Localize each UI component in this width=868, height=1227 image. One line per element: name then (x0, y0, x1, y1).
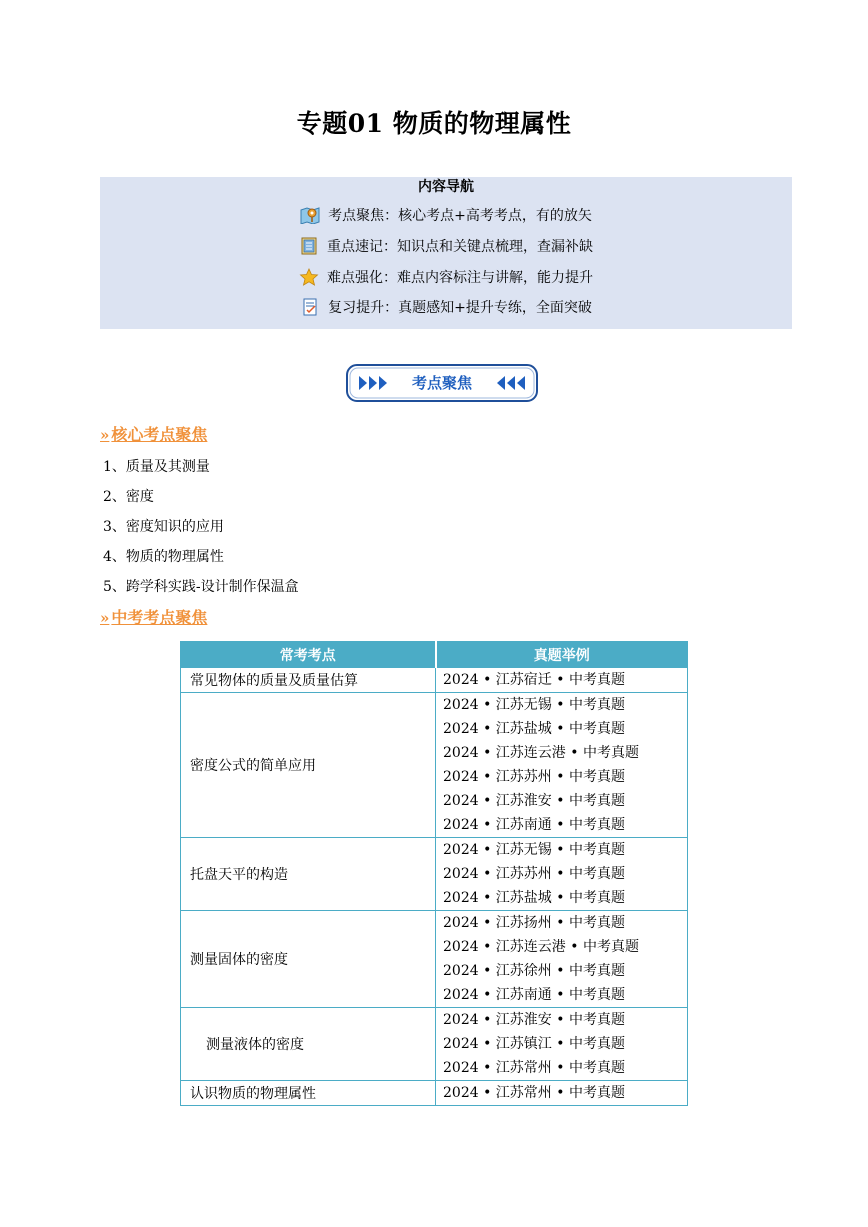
example-item: 2024 • 江苏常州 • 中考真题 (443, 1085, 625, 1101)
list-item: 5、跨学科实践-设计制作保温盒 (103, 579, 299, 595)
nav-row-text: 考点聚焦：核心考点+高考考点，有的放矢 (328, 208, 592, 224)
page-title: 专题01 物质的物理属性 (296, 109, 572, 138)
examples-cell (436, 1008, 688, 1081)
example-item: 2024 • 江苏徐州 • 中考真题 (443, 963, 625, 979)
examples-cell (436, 838, 688, 911)
exam-section-heading (100, 607, 207, 629)
topic-cell: 测量固体的密度 (181, 911, 436, 1008)
example-item: 2024 • 江苏常州 • 中考真题 (443, 1060, 625, 1076)
nav-row-review (100, 298, 792, 318)
table-row (181, 911, 688, 1008)
topic-cell (181, 1008, 436, 1081)
example-item: 2024 • 江苏扬州 • 中考真题 (443, 915, 625, 931)
core-section-heading (100, 424, 207, 446)
map-pin-icon (300, 206, 320, 224)
nav-row-text: 复习提升：真题感知+提升专练，全面突破 (328, 300, 592, 316)
nav-heading: 内容导航 (418, 179, 474, 195)
banner-label: 考点聚焦 (411, 374, 472, 392)
example-item: 2024 • 江苏盐城 • 中考真题 (443, 890, 625, 906)
table-row (181, 1081, 688, 1106)
example-item: 2024 • 江苏无锡 • 中考真题 (443, 697, 625, 713)
example-item: 2024 • 江苏苏州 • 中考真题 (443, 769, 625, 785)
topic-cell: 密度公式的简单应用 (181, 693, 436, 838)
examples-cell (436, 1081, 688, 1106)
double-chevron-icon: » (100, 609, 110, 627)
topic-cell: 托盘天平的构造 (181, 838, 436, 911)
list-item: 2、密度 (103, 489, 154, 505)
example-item: 2024 • 江苏淮安 • 中考真题 (443, 1012, 625, 1028)
examples-cell (436, 911, 688, 1008)
example-item: 2024 • 江苏镇江 • 中考真题 (443, 1036, 625, 1052)
list-item: 1、质量及其测量 (103, 459, 210, 475)
nav-row-text: 难点强化：难点内容标注与讲解，能力提升 (327, 270, 593, 286)
nav-row-text: 重点速记：知识点和关键点梳理，查漏补缺 (327, 239, 593, 255)
examples-cell (436, 693, 688, 838)
nav-row-focus (100, 206, 792, 226)
topic-cell: 认识物质的物理属性 (181, 1081, 436, 1106)
topic-cell: 常见物体的质量及质量估算 (181, 668, 436, 693)
exam-points-table (180, 641, 688, 1106)
example-item: 2024 • 江苏连云港 • 中考真题 (443, 745, 639, 761)
content-navigation-box (100, 177, 792, 329)
table-row (181, 693, 688, 838)
book-icon (299, 237, 319, 255)
list-item: 3、密度知识的应用 (103, 519, 224, 535)
example-item: 2024 • 江苏南通 • 中考真题 (443, 817, 625, 833)
nav-row-difficulty (100, 268, 792, 288)
example-item: 2024 • 江苏南通 • 中考真题 (443, 987, 625, 1003)
section-banner (345, 363, 539, 403)
table-row (181, 668, 688, 693)
example-item: 2024 • 江苏宿迁 • 中考真题 (443, 672, 625, 688)
checklist-icon (300, 298, 320, 316)
double-chevron-icon: » (100, 426, 110, 444)
core-section-title: 核心考点聚焦 (111, 425, 208, 444)
examples-cell (436, 668, 688, 693)
example-item: 2024 • 江苏苏州 • 中考真题 (443, 866, 625, 882)
star-icon (299, 268, 319, 286)
exam-section-title: 中考考点聚焦 (111, 608, 208, 627)
example-item: 2024 • 江苏无锡 • 中考真题 (443, 842, 625, 858)
example-item: 2024 • 江苏盐城 • 中考真题 (443, 721, 625, 737)
example-item: 2024 • 江苏淮安 • 中考真题 (443, 793, 625, 809)
table-row (181, 838, 688, 911)
column-header-topic: 常考考点 (181, 642, 436, 668)
table-header-row (181, 642, 688, 668)
table-row (181, 1008, 688, 1081)
column-header-examples: 真题举例 (436, 642, 688, 668)
example-item: 2024 • 江苏连云港 • 中考真题 (443, 939, 639, 955)
topic-text: 测量液体的密度 (206, 1037, 304, 1053)
list-item: 4、物质的物理属性 (103, 549, 224, 565)
nav-row-memo (100, 237, 792, 257)
